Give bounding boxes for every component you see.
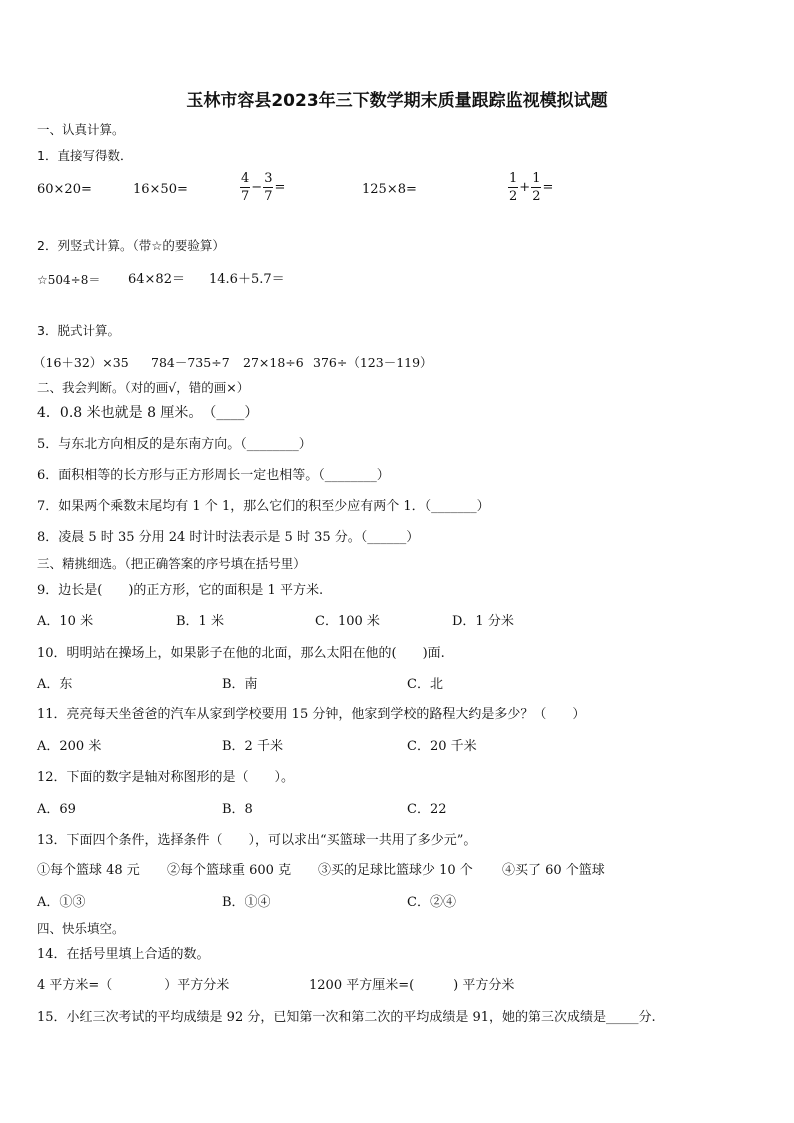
denominator: 2 [532,189,541,204]
q11-option-a: A．200 米 [37,739,102,754]
question-14-stem: 14．在括号里填上合适的数。 [37,947,210,962]
question-3-heading: 3．脱式计算。 [37,323,120,338]
numerator: 4 [241,171,250,186]
numerator: 1 [509,171,518,186]
q10-option-c: C．北 [407,677,443,692]
equals-sign: = [542,180,554,195]
question-7: 7．如果两个乘数末尾均有 1 个 1，那么它们的积至少应有两个 1．（_______） [37,499,490,514]
q11-option-c: C．20 千米 [407,739,477,754]
question-10-stem: 10．明明站在操场上，如果影子在他的北面，那么太阳在他的( )面. [37,646,445,661]
q13-option-a: A．①③ [37,895,86,910]
q9-option-a: A．10 米 [37,614,94,629]
section-heading-2: 二、我会判断。（对的画√，错的画×） [37,380,250,395]
question-11-stem: 11．亮亮每天坐爸爸的汽车从家到学校要用 15 分钟，他家到学校的路程大约是多少？（ ） [37,707,586,722]
numerator: 3 [264,171,273,186]
question-4: 4．0.8 米也就是 8 厘米。 （____） [37,405,259,421]
question-12-stem: 12．下面的数字是轴对称图形的是（ ）。 [37,770,295,785]
fraction [240,170,250,205]
q1-item-3: 125×8= [362,182,417,197]
q1-item-1: 60×20= [37,182,92,197]
fraction [508,170,518,205]
denominator: 7 [264,189,273,204]
q1-item-2: 16×50= [133,182,188,197]
q12-option-c: C．22 [407,802,447,817]
q2-item-3: 14.6＋5.7＝ [209,272,285,287]
question-8: 8．凌晨 5 时 35 分用 24 时计时法表示是 5 时 35 分。（______） [37,530,420,545]
fraction [531,170,541,205]
question-9-stem: 9．边长是( )的正方形，它的面积是 1 平方米. [37,583,324,598]
q1-fraction-expression-2 [508,170,554,205]
section-heading-4: 四、快乐填空。 [37,921,125,936]
page-title: 玉林市容县2023年三下数学期末质量跟踪监视模拟试题 [186,91,608,111]
section-heading-3: 三、精挑细选。（把正确答案的序号填在括号里） [37,556,306,571]
q13-option-b: B．①④ [222,895,271,910]
q13-condition-1: ①每个篮球 48 元 [37,863,140,878]
operator: − [251,180,263,195]
denominator: 2 [509,189,518,204]
q13-condition-3: ③买的足球比篮球少 10 个 [318,863,473,878]
question-1-heading: 1．直接写得数． [37,148,133,163]
q9-option-c: C．100 米 [315,614,380,629]
q3-item-3: 27×18÷6 [243,355,304,370]
question-13-stem: 13．下面四个条件，选择条件（ ），可以求出“买篮球一共用了多少元”。 [37,833,477,848]
fraction [263,170,273,205]
q2-item-2: 64×82＝ [128,272,185,287]
section-heading-1: 一、认真计算。 [37,122,125,137]
question-2-heading: 2．列竖式计算。（带☆的要验算） [37,238,225,253]
q13-option-c: C．②④ [407,895,456,910]
q2-item-1: ☆504÷8＝ [37,273,101,287]
q14-item-2: 1200 平方厘米=( ) 平方分米 [309,978,515,993]
q3-item-4: 376÷（123－119） [313,355,433,370]
q10-option-a: A．东 [37,677,73,692]
equals-sign: = [274,180,286,195]
question-6: 6．面积相等的长方形与正方形周长一定也相等。（________） [37,468,390,483]
q10-option-b: B．南 [222,677,258,692]
q13-condition-4: ④买了 60 个篮球 [502,863,605,878]
numerator: 1 [532,171,541,186]
denominator: 7 [241,189,250,204]
q1-fraction-expression-1 [240,170,286,205]
q3-item-1: （16＋32）×35 [33,355,129,370]
q3-item-2: 784－735÷7 [151,355,230,370]
q12-option-b: B．8 [222,802,253,817]
q9-option-d: D．1 分米 [452,614,514,629]
q11-option-b: B．2 千米 [222,739,283,754]
q13-condition-2: ②每个篮球重 600 克 [167,863,292,878]
q14-item-1: 4 平方米=（ ）平方分米 [37,978,230,993]
operator: + [519,180,531,195]
question-15: 15．小红三次考试的平均成绩是 92 分，已知第一次和第二次的平均成绩是 91，她的第三次成绩是_____分. [37,1010,656,1025]
question-5: 5．与东北方向相反的是东南方向。（________） [37,437,312,452]
q12-option-a: A．69 [37,802,76,817]
q9-option-b: B．1 米 [176,614,224,629]
